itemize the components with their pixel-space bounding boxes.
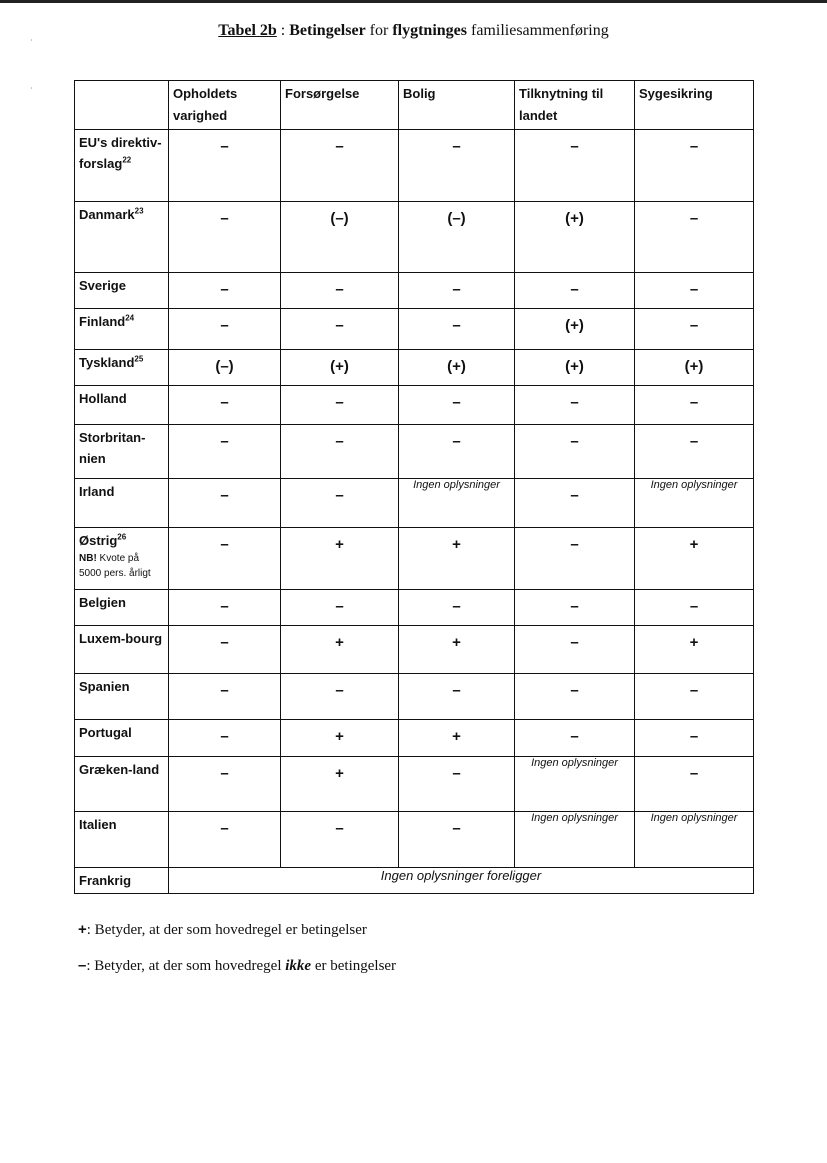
scan-speck: · — [30, 36, 33, 45]
header-cell-empty — [75, 81, 169, 130]
value-cell: – — [399, 425, 515, 479]
value-cell: – — [515, 130, 635, 202]
note-text: Kvote på 5000 pers. årligt — [79, 553, 151, 579]
table-number: Tabel 2b — [218, 22, 277, 39]
value-cell: – — [635, 425, 754, 479]
table-row — [75, 757, 754, 812]
value-cell: – — [635, 386, 754, 425]
country-cell — [75, 812, 169, 868]
value-cell: Ingen oplysninger — [635, 812, 754, 868]
value-cell: – — [515, 720, 635, 757]
value-cell: – — [169, 479, 281, 528]
value-cell: + — [635, 626, 754, 674]
value-cell: – — [169, 386, 281, 425]
country-name: Danmark — [79, 207, 135, 222]
value-cell: + — [281, 757, 399, 812]
country-name: Irland — [79, 484, 115, 499]
country-name: Finland — [79, 314, 126, 329]
value-cell: – — [515, 273, 635, 309]
country-name: Portugal — [79, 725, 132, 740]
no-information-cell: Ingen oplysninger foreligger — [169, 868, 754, 894]
value-cell: (+) — [515, 309, 635, 350]
value-cell: – — [169, 720, 281, 757]
value-cell: – — [169, 757, 281, 812]
value-cell: – — [515, 425, 635, 479]
title-word-for: for — [365, 22, 393, 39]
country-name: Italien — [79, 817, 117, 832]
value-cell: – — [635, 590, 754, 626]
value-cell: (+) — [281, 350, 399, 386]
value-cell: – — [399, 757, 515, 812]
table-row — [75, 350, 754, 386]
value-cell: + — [281, 626, 399, 674]
country-cell — [75, 590, 169, 626]
table-row — [75, 479, 754, 528]
value-cell: – — [635, 757, 754, 812]
value-cell: – — [515, 528, 635, 590]
footnote-ref: 24 — [125, 313, 135, 323]
value-cell: (–) — [399, 202, 515, 273]
country-cell — [75, 386, 169, 425]
footnote-ref: 26 — [117, 532, 127, 542]
value-cell: – — [515, 386, 635, 425]
header-housing: Bolig — [399, 81, 515, 130]
country-name: Græken-land — [79, 762, 160, 777]
country-name: Tyskland — [79, 355, 135, 370]
value-cell: – — [169, 626, 281, 674]
value-cell: – — [635, 202, 754, 273]
country-name: Spanien — [79, 679, 130, 694]
plus-symbol: + — [78, 921, 87, 938]
value-cell: – — [281, 309, 399, 350]
plus-explanation: : Betyder, at der som hovedregel er betingelser — [86, 922, 367, 938]
value-cell: – — [635, 130, 754, 202]
value-cell: – — [399, 386, 515, 425]
table-row — [75, 130, 754, 202]
table-row — [75, 626, 754, 674]
header-duration: Opholdets varighed — [169, 81, 281, 130]
value-cell: – — [399, 674, 515, 720]
value-cell: – — [635, 309, 754, 350]
value-cell: – — [281, 812, 399, 868]
value-cell: (+) — [399, 350, 515, 386]
header-attachment: Tilknytning til landet — [515, 81, 635, 130]
country-cell — [75, 757, 169, 812]
title-separator: : — [276, 22, 290, 39]
value-cell: Ingen oplysninger — [635, 479, 754, 528]
value-cell: – — [399, 812, 515, 868]
value-cell: (–) — [281, 202, 399, 273]
table-row — [75, 273, 754, 309]
value-cell: – — [169, 309, 281, 350]
title-word-reunification: familiesammenføring — [467, 22, 609, 39]
country-name: Luxem-bourg — [79, 631, 163, 646]
value-cell: – — [281, 590, 399, 626]
value-cell: – — [281, 386, 399, 425]
country-cell — [75, 720, 169, 757]
country-cell — [75, 425, 169, 479]
value-cell: – — [169, 674, 281, 720]
value-cell: – — [635, 674, 754, 720]
header-health-insurance: Sygesikring — [635, 81, 754, 130]
table-row — [75, 425, 754, 479]
value-cell: – — [169, 590, 281, 626]
value-cell: – — [635, 720, 754, 757]
country-cell — [75, 350, 169, 386]
value-cell: + — [399, 528, 515, 590]
footnote-ref: 25 — [134, 354, 144, 364]
minus-symbol: – — [78, 957, 87, 974]
value-cell: (–) — [169, 350, 281, 386]
table-row — [75, 720, 754, 757]
country-name: Sverige — [79, 278, 126, 293]
value-cell: – — [515, 479, 635, 528]
value-cell: – — [169, 425, 281, 479]
value-cell: + — [399, 626, 515, 674]
value-cell: – — [281, 130, 399, 202]
value-cell: – — [281, 425, 399, 479]
value-cell: Ingen oplysninger — [515, 812, 635, 868]
country-cell — [75, 273, 169, 309]
legend-plus — [78, 921, 367, 939]
value-cell: – — [635, 273, 754, 309]
footnote-ref: 22 — [122, 155, 132, 165]
table-row — [75, 386, 754, 425]
value-cell: – — [169, 812, 281, 868]
value-cell: – — [515, 674, 635, 720]
country-cell — [75, 130, 169, 202]
country-name: Holland — [79, 391, 127, 406]
header-row — [75, 81, 754, 130]
value-cell: – — [515, 626, 635, 674]
country-name: Belgien — [79, 595, 126, 610]
table-row — [75, 309, 754, 350]
value-cell: Ingen oplysninger — [399, 479, 515, 528]
table-row — [75, 590, 754, 626]
value-cell: – — [399, 273, 515, 309]
country-note — [79, 551, 164, 581]
legend-minus — [78, 957, 396, 975]
table-row — [75, 868, 754, 894]
title-word-refugees: flygtninges — [392, 22, 467, 39]
table-row — [75, 528, 754, 590]
conditions-table — [74, 80, 754, 894]
country-cell — [75, 674, 169, 720]
top-border-line — [0, 0, 827, 3]
country-cell — [75, 626, 169, 674]
country-name: Østrig — [79, 533, 118, 548]
table-row — [75, 812, 754, 868]
value-cell: – — [399, 309, 515, 350]
value-cell: – — [399, 130, 515, 202]
value-cell: – — [515, 590, 635, 626]
country-cell — [75, 868, 169, 894]
country-cell — [75, 479, 169, 528]
value-cell: + — [281, 528, 399, 590]
note-label: NB! — [79, 553, 97, 564]
table-row — [75, 202, 754, 273]
minus-explanation-a: : Betyder, at der som hovedregel — [86, 958, 286, 974]
value-cell: (+) — [515, 350, 635, 386]
value-cell: + — [399, 720, 515, 757]
value-cell: Ingen oplysninger — [515, 757, 635, 812]
minus-explanation-b: er betingelser — [311, 958, 397, 974]
value-cell: – — [169, 130, 281, 202]
footnote-ref: 23 — [134, 206, 144, 216]
country-name: Frankrig — [79, 873, 132, 888]
value-cell: – — [169, 528, 281, 590]
value-cell: (+) — [635, 350, 754, 386]
table-row — [75, 674, 754, 720]
country-name: EU's direktiv-forslag — [79, 135, 162, 171]
value-cell: + — [281, 720, 399, 757]
country-cell — [75, 309, 169, 350]
header-support: Forsørgelse — [281, 81, 399, 130]
country-name: Storbritan-nien — [79, 430, 146, 466]
value-cell: (+) — [515, 202, 635, 273]
title-word-conditions: Betingelser — [289, 22, 366, 39]
page-title — [0, 22, 827, 40]
value-cell: – — [281, 674, 399, 720]
value-cell: – — [399, 590, 515, 626]
value-cell: – — [169, 202, 281, 273]
value-cell: – — [281, 479, 399, 528]
value-cell: – — [169, 273, 281, 309]
table-body — [75, 130, 754, 894]
country-cell — [75, 528, 169, 590]
value-cell: – — [281, 273, 399, 309]
scan-speck: · — [30, 84, 33, 93]
country-cell — [75, 202, 169, 273]
value-cell: + — [635, 528, 754, 590]
minus-explanation-emphasis: ikke — [285, 958, 312, 974]
